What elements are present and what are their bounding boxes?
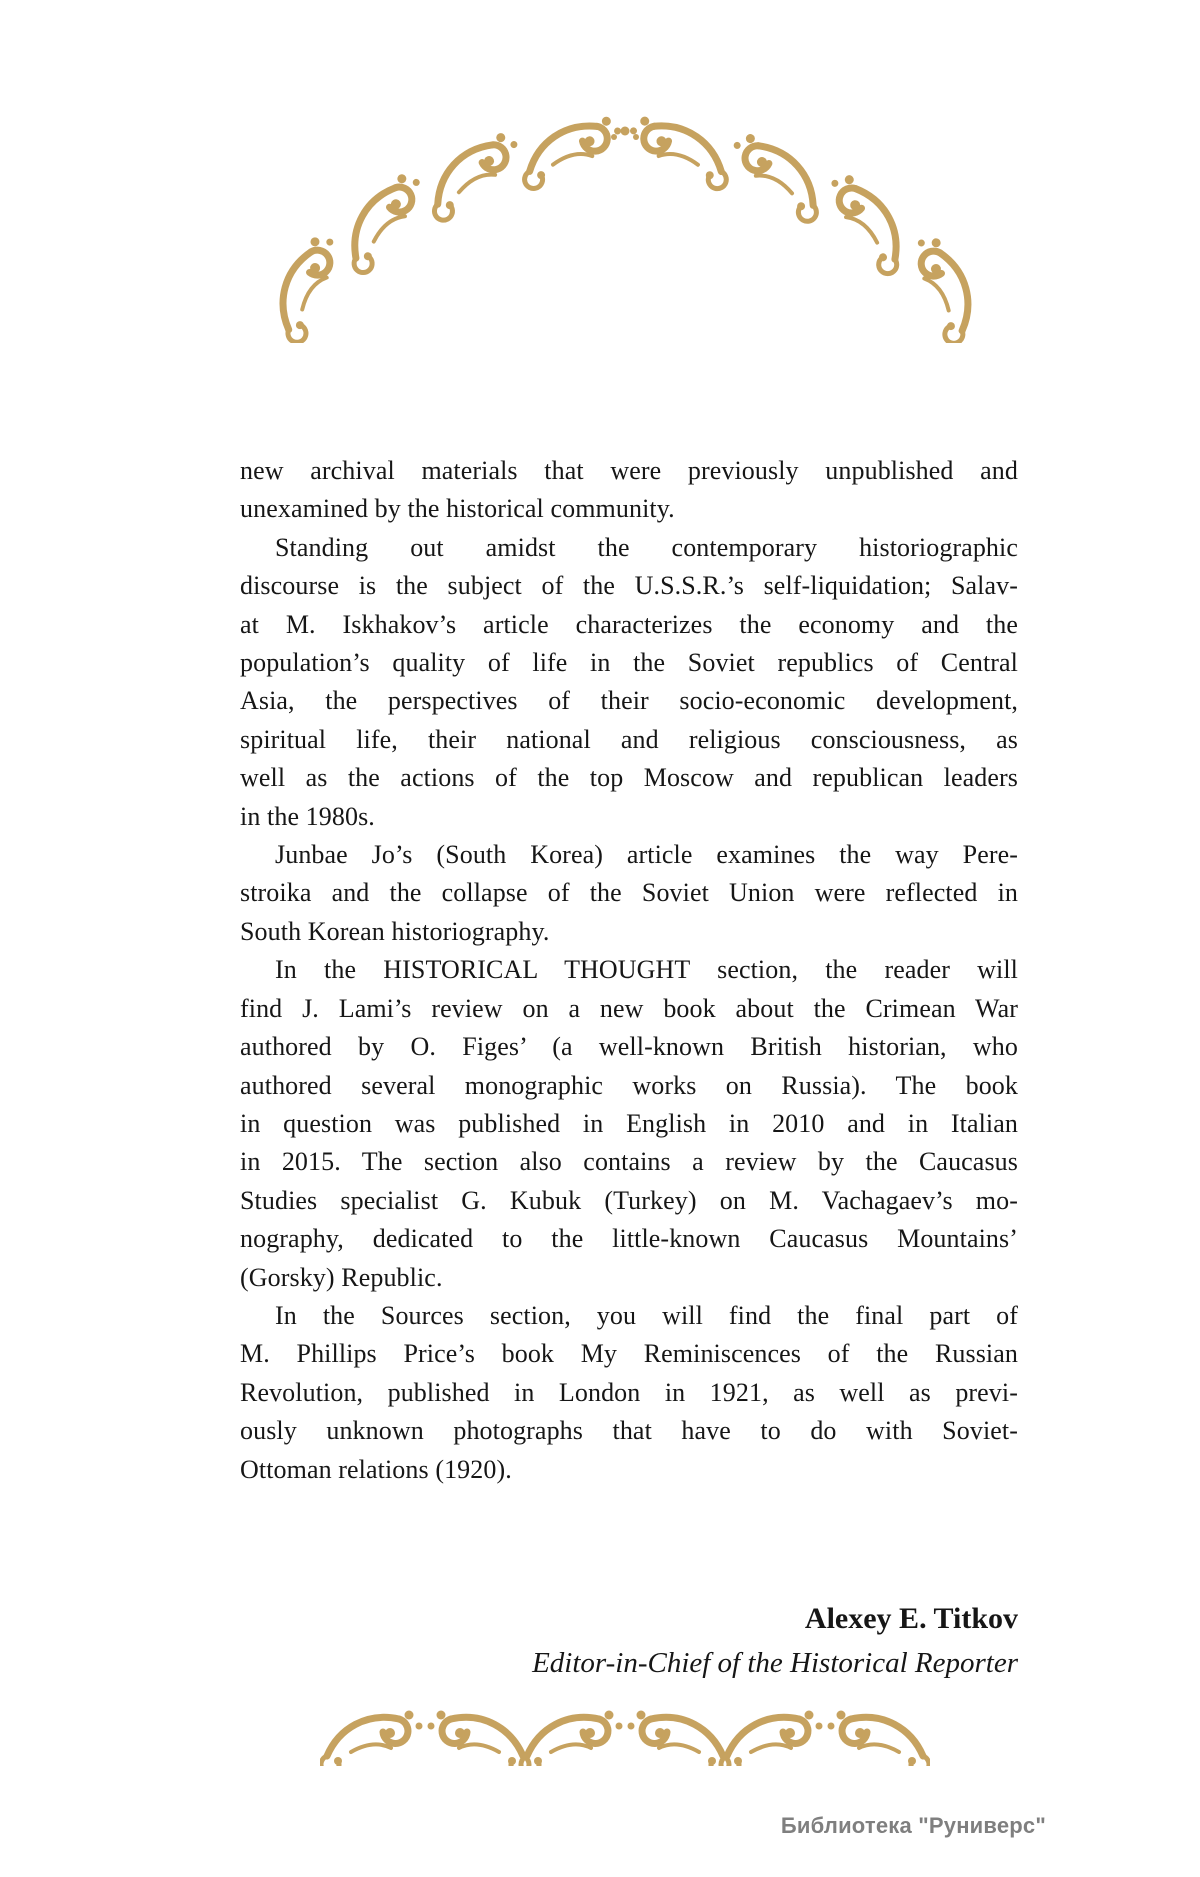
text-line: spiritual life, their national and religious consciousness, as <box>240 724 1018 754</box>
floral-scroll-arc-ornament <box>240 108 1020 343</box>
text-line: in 2015. The section also contains a review by the Caucasus <box>240 1147 1018 1177</box>
text-line: (Gorsky) Republic. <box>240 1262 443 1292</box>
text-line: In the Sources section, you will find the final part of <box>275 1300 1018 1330</box>
watermark-text: Библиотека "Руниверс" <box>780 1813 1046 1838</box>
text-line: M. Phillips Price’s book My Reminiscences of the Russian <box>240 1339 1018 1369</box>
text-line: authored by O. Figes’ (a well-known British historian, who <box>240 1032 1018 1062</box>
text-line: In the HISTORICAL THOUGHT section, the reader will <box>275 955 1018 985</box>
text-line: Asia, the perspectives of their socio-economic development, <box>240 686 1018 716</box>
text-line: nography, dedicated to the little-known Caucasus Mountains’ <box>240 1224 1018 1254</box>
text-line: find J. Lami’s review on a new book about the Crimean War <box>240 993 1018 1023</box>
floral-scroll-band-ornament <box>320 1704 930 1766</box>
text-line: well as the actions of the top Moscow and republican leaders <box>240 763 1018 793</box>
text-line: Revolution, published in London in 1921, as well as previ- <box>240 1377 1018 1407</box>
text-line: ously unknown photographs that have to do with Soviet- <box>240 1416 1018 1446</box>
text-line: Standing out amidst the contemporary historiographic <box>275 532 1018 562</box>
text-line: Studies specialist G. Kubuk (Turkey) on M. Vachagaev’s mo- <box>240 1185 1018 1215</box>
text-line: unexamined by the historical community. <box>240 494 675 524</box>
text-line: in question was published in English in 2010 and in Italian <box>240 1108 1018 1138</box>
body-text <box>240 452 1018 1489</box>
signature-name: Alexey E. Titkov <box>804 1602 1018 1635</box>
text-line: population’s quality of life in the Soviet republics of Central <box>240 648 1018 678</box>
signature-title: Editor-in-Chief of the Historical Reporter <box>532 1647 1018 1679</box>
text-line: stroika and the collapse of the Soviet Union were reflected in <box>240 878 1018 908</box>
text-line: at M. Iskhakov’s article characterizes the economy and the <box>240 609 1018 639</box>
text-line: authored several monographic works on Russia). The book <box>240 1070 1018 1100</box>
text-line: new archival materials that were previously unpublished and <box>240 456 1018 485</box>
signature-block <box>240 1597 1018 1685</box>
text-line: in the 1980s. <box>240 801 375 831</box>
text-line: discourse is the subject of the U.S.S.R.’s self-liquidation; Salav- <box>240 571 1018 601</box>
text-line: Ottoman relations (1920). <box>240 1454 512 1484</box>
text-line: Junbae Jo’s (South Korea) article examines the way Pere- <box>275 840 1018 870</box>
text-line: South Korean historiography. <box>240 916 550 946</box>
